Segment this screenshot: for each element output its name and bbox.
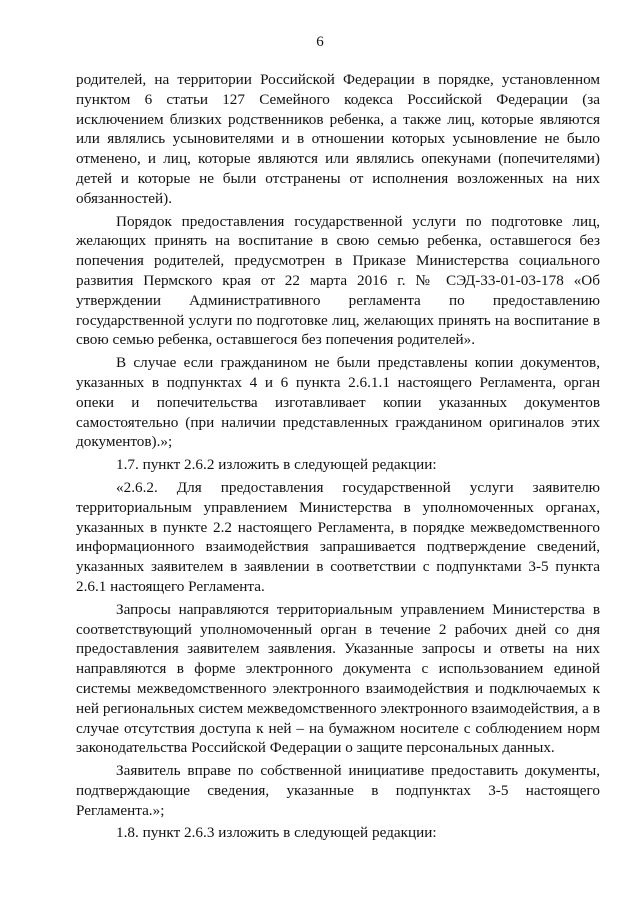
paragraph-requests: Запросы направляются территориальным управлением Министерства в соответствующий уполномоченный орган в течение 2 рабочих дней со дня предоставления заявителем заявления. Указанные запросы и ответы на них направляются в форме электронного документа с использованием единой системы межведомственного электронного взаимодействия и подключаемых к ней региональных систем межведомственного электронного взаимодействия, а в случае отсутствия доступа к ней – на бумажном носителе с соблюдением норм законодательства Российской Федерации о защите персональных данных.: [76, 600, 600, 757]
paragraph-service-procedure: Порядок предоставления государственной услуги по подготовке лиц, желающих принять на воспитание в свою семью ребенка, оставшегося без попечения родителей, предусмотрен в Приказе Министерства социального развития Пермского края от 22 марта 2016 г. № СЭД-33-01-03-178 «Об утверждении Административного регламента по предоставлению государственной услуги по подготовке лиц, желающих принять на воспитание в свою семью ребенка, оставшегося без попечения родителей».: [76, 212, 600, 349]
paragraph-continuation: родителей, на территории Российской Федерации в порядке, установленном пунктом 6 статьи 127 Семейного кодекса Российской Федерации (за исключением близких родственников ребенка, а также лиц, которые являются или являлись усыновителями и в отношении которых усыновление не было отменено, и лиц, которые являются или являлись опекунами (попечителями) детей и которые не были отстранены от исполнения возложенных на них обязанностей).: [76, 71, 600, 207]
amendment-item-1-7: 1.7. пункт 2.6.2 изложить в следующей редакции:: [116, 456, 437, 474]
paragraph-applicant-right: Заявитель вправе по собственной инициативе предоставить документы, подтверждающие сведения, указанные в подпунктах 3-5 настоящего Регламента.»;: [76, 762, 600, 819]
amendment-item-1-8: 1.8. пункт 2.6.3 изложить в следующей редакции:: [116, 824, 437, 842]
paragraph-2-6-2: «2.6.2. Для предоставления государственной услуги заявителю территориальным управлением Министерства в уполномоченных органах, указанных в пункте 2.2 настоящего Регламента, в порядке межведомственного информационного взаимодействия запрашивается подтверждение сведений, указанных заявителем в заявлении в соответствии с подпунктами 3-5 пункта 2.6.1 настоящего Регламента.: [76, 478, 600, 595]
paragraph-document-copies: В случае если гражданином не были представлены копии документов, указанных в подпунктах 4 и 6 пункта 2.6.1.1 настоящего Регламента, орган опеки и попечительства изготавливает копии указанных документов самостоятельно (при наличии представленных гражданином оригиналов этих документов).»;: [76, 354, 600, 451]
page-number: 6: [316, 34, 324, 50]
document-body: [76, 70, 600, 846]
